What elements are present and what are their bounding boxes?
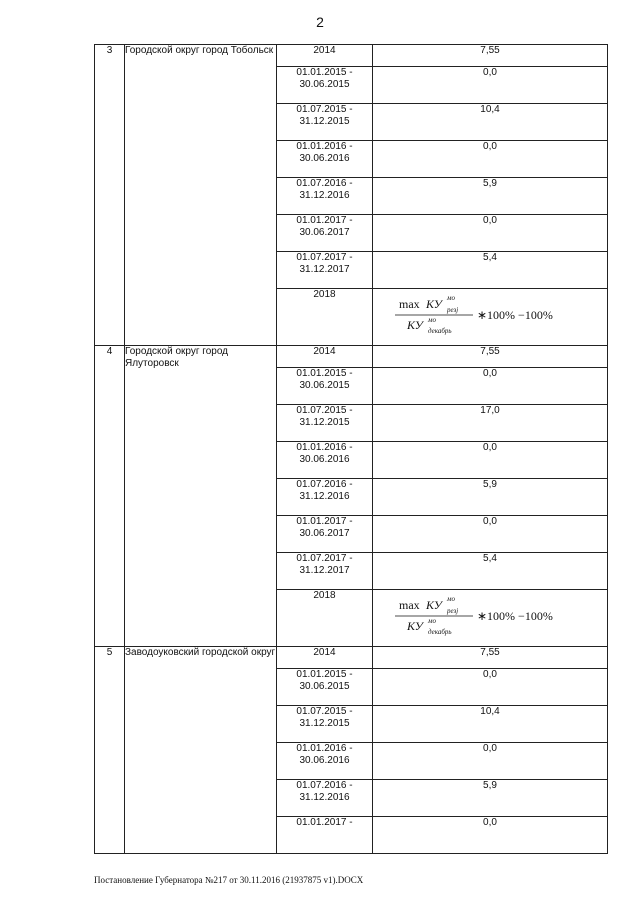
- value-cell: 0,0: [373, 67, 608, 104]
- period-cell: 01.01.2015 - 30.06.2015: [277, 669, 373, 706]
- period-cell: 2014: [277, 647, 373, 669]
- value-cell: 0,0: [373, 442, 608, 479]
- period-cell: 2014: [277, 346, 373, 368]
- table-row: [95, 647, 608, 669]
- row-number: 3: [95, 45, 125, 346]
- page-number: 2: [316, 14, 324, 30]
- formula-sub-den: декабрь: [428, 628, 452, 636]
- period-cell: 01.01.2015 - 30.06.2015: [277, 368, 373, 405]
- value-cell: 0,0: [373, 215, 608, 252]
- period-cell: 01.07.2016 - 31.12.2016: [277, 178, 373, 215]
- value-cell: 5,4: [373, 252, 608, 289]
- value-cell: 0,0: [373, 516, 608, 553]
- period-cell: 01.01.2016 - 30.06.2016: [277, 743, 373, 780]
- value-cell: 0,0: [373, 141, 608, 178]
- formula-max: max: [399, 297, 420, 311]
- value-cell: 0,0: [373, 817, 608, 854]
- period-cell: 01.07.2017 - 31.12.2017: [277, 252, 373, 289]
- period-cell: 01.07.2016 - 31.12.2016: [277, 780, 373, 817]
- formula-sup: мо: [447, 294, 455, 302]
- period-cell: 01.07.2017 - 31.12.2017: [277, 553, 373, 590]
- value-cell: 7,55: [373, 45, 608, 67]
- period-cell: 01.07.2015 - 31.12.2015: [277, 405, 373, 442]
- period-cell: 01.01.2015 - 30.06.2015: [277, 67, 373, 104]
- value-cell: 5,9: [373, 780, 608, 817]
- value-cell: 5,9: [373, 178, 608, 215]
- period-cell: 01.07.2016 - 31.12.2016: [277, 479, 373, 516]
- value-cell: 0,0: [373, 368, 608, 405]
- municipality-name: Городской округ город Тобольск: [125, 45, 277, 346]
- period-cell: 01.01.2017 -: [277, 817, 373, 854]
- value-cell: 10,4: [373, 104, 608, 141]
- formula-ku-num: КУ: [426, 297, 442, 311]
- formula-sub: резj: [447, 607, 459, 615]
- formula: [385, 289, 595, 335]
- period-cell: 01.01.2016 - 30.06.2016: [277, 442, 373, 479]
- formula-sub-den: декабрь: [428, 327, 452, 335]
- period-cell: 01.01.2017 - 30.06.2017: [277, 516, 373, 553]
- document-footer: Постановление Губернатора №217 от 30.11.2016 (21937875 v1).DOCX: [94, 875, 364, 885]
- formula-sup: мо: [447, 595, 455, 603]
- value-cell: 0,0: [373, 669, 608, 706]
- formula-cell: [373, 289, 608, 346]
- table-row: [95, 45, 608, 67]
- period-cell: 01.07.2015 - 31.12.2015: [277, 706, 373, 743]
- formula-cell: [373, 590, 608, 647]
- table-row: [95, 346, 608, 368]
- formula-max: max: [399, 598, 420, 612]
- formula-tail: ∗100% −100%: [477, 609, 553, 623]
- formula-sup-den: мо: [428, 316, 436, 324]
- formula: [385, 590, 595, 636]
- row-number: 5: [95, 647, 125, 854]
- value-cell: 5,4: [373, 553, 608, 590]
- period-cell: 01.07.2015 - 31.12.2015: [277, 104, 373, 141]
- value-cell: 17,0: [373, 405, 608, 442]
- period-cell: 2018: [277, 590, 373, 647]
- value-cell: 10,4: [373, 706, 608, 743]
- municipality-name: Городской округ город Ялуторовск: [125, 346, 277, 647]
- period-cell: 01.01.2017 - 30.06.2017: [277, 215, 373, 252]
- period-cell: 2018: [277, 289, 373, 346]
- row-number: 4: [95, 346, 125, 647]
- period-cell: 2014: [277, 45, 373, 67]
- period-cell: 01.01.2016 - 30.06.2016: [277, 141, 373, 178]
- formula-ku-num: КУ: [426, 598, 442, 612]
- value-cell: 7,55: [373, 647, 608, 669]
- formula-sup-den: мо: [428, 617, 436, 625]
- formula-tail: ∗100% −100%: [477, 308, 553, 322]
- formula-ku-den: КУ: [407, 318, 423, 332]
- formula-ku-den: КУ: [407, 619, 423, 633]
- value-cell: 7,55: [373, 346, 608, 368]
- value-cell: 5,9: [373, 479, 608, 516]
- tariff-table: [94, 44, 608, 854]
- formula-sub: резj: [447, 306, 459, 314]
- municipality-name: Заводоуковский городской округ: [125, 647, 277, 854]
- value-cell: 0,0: [373, 743, 608, 780]
